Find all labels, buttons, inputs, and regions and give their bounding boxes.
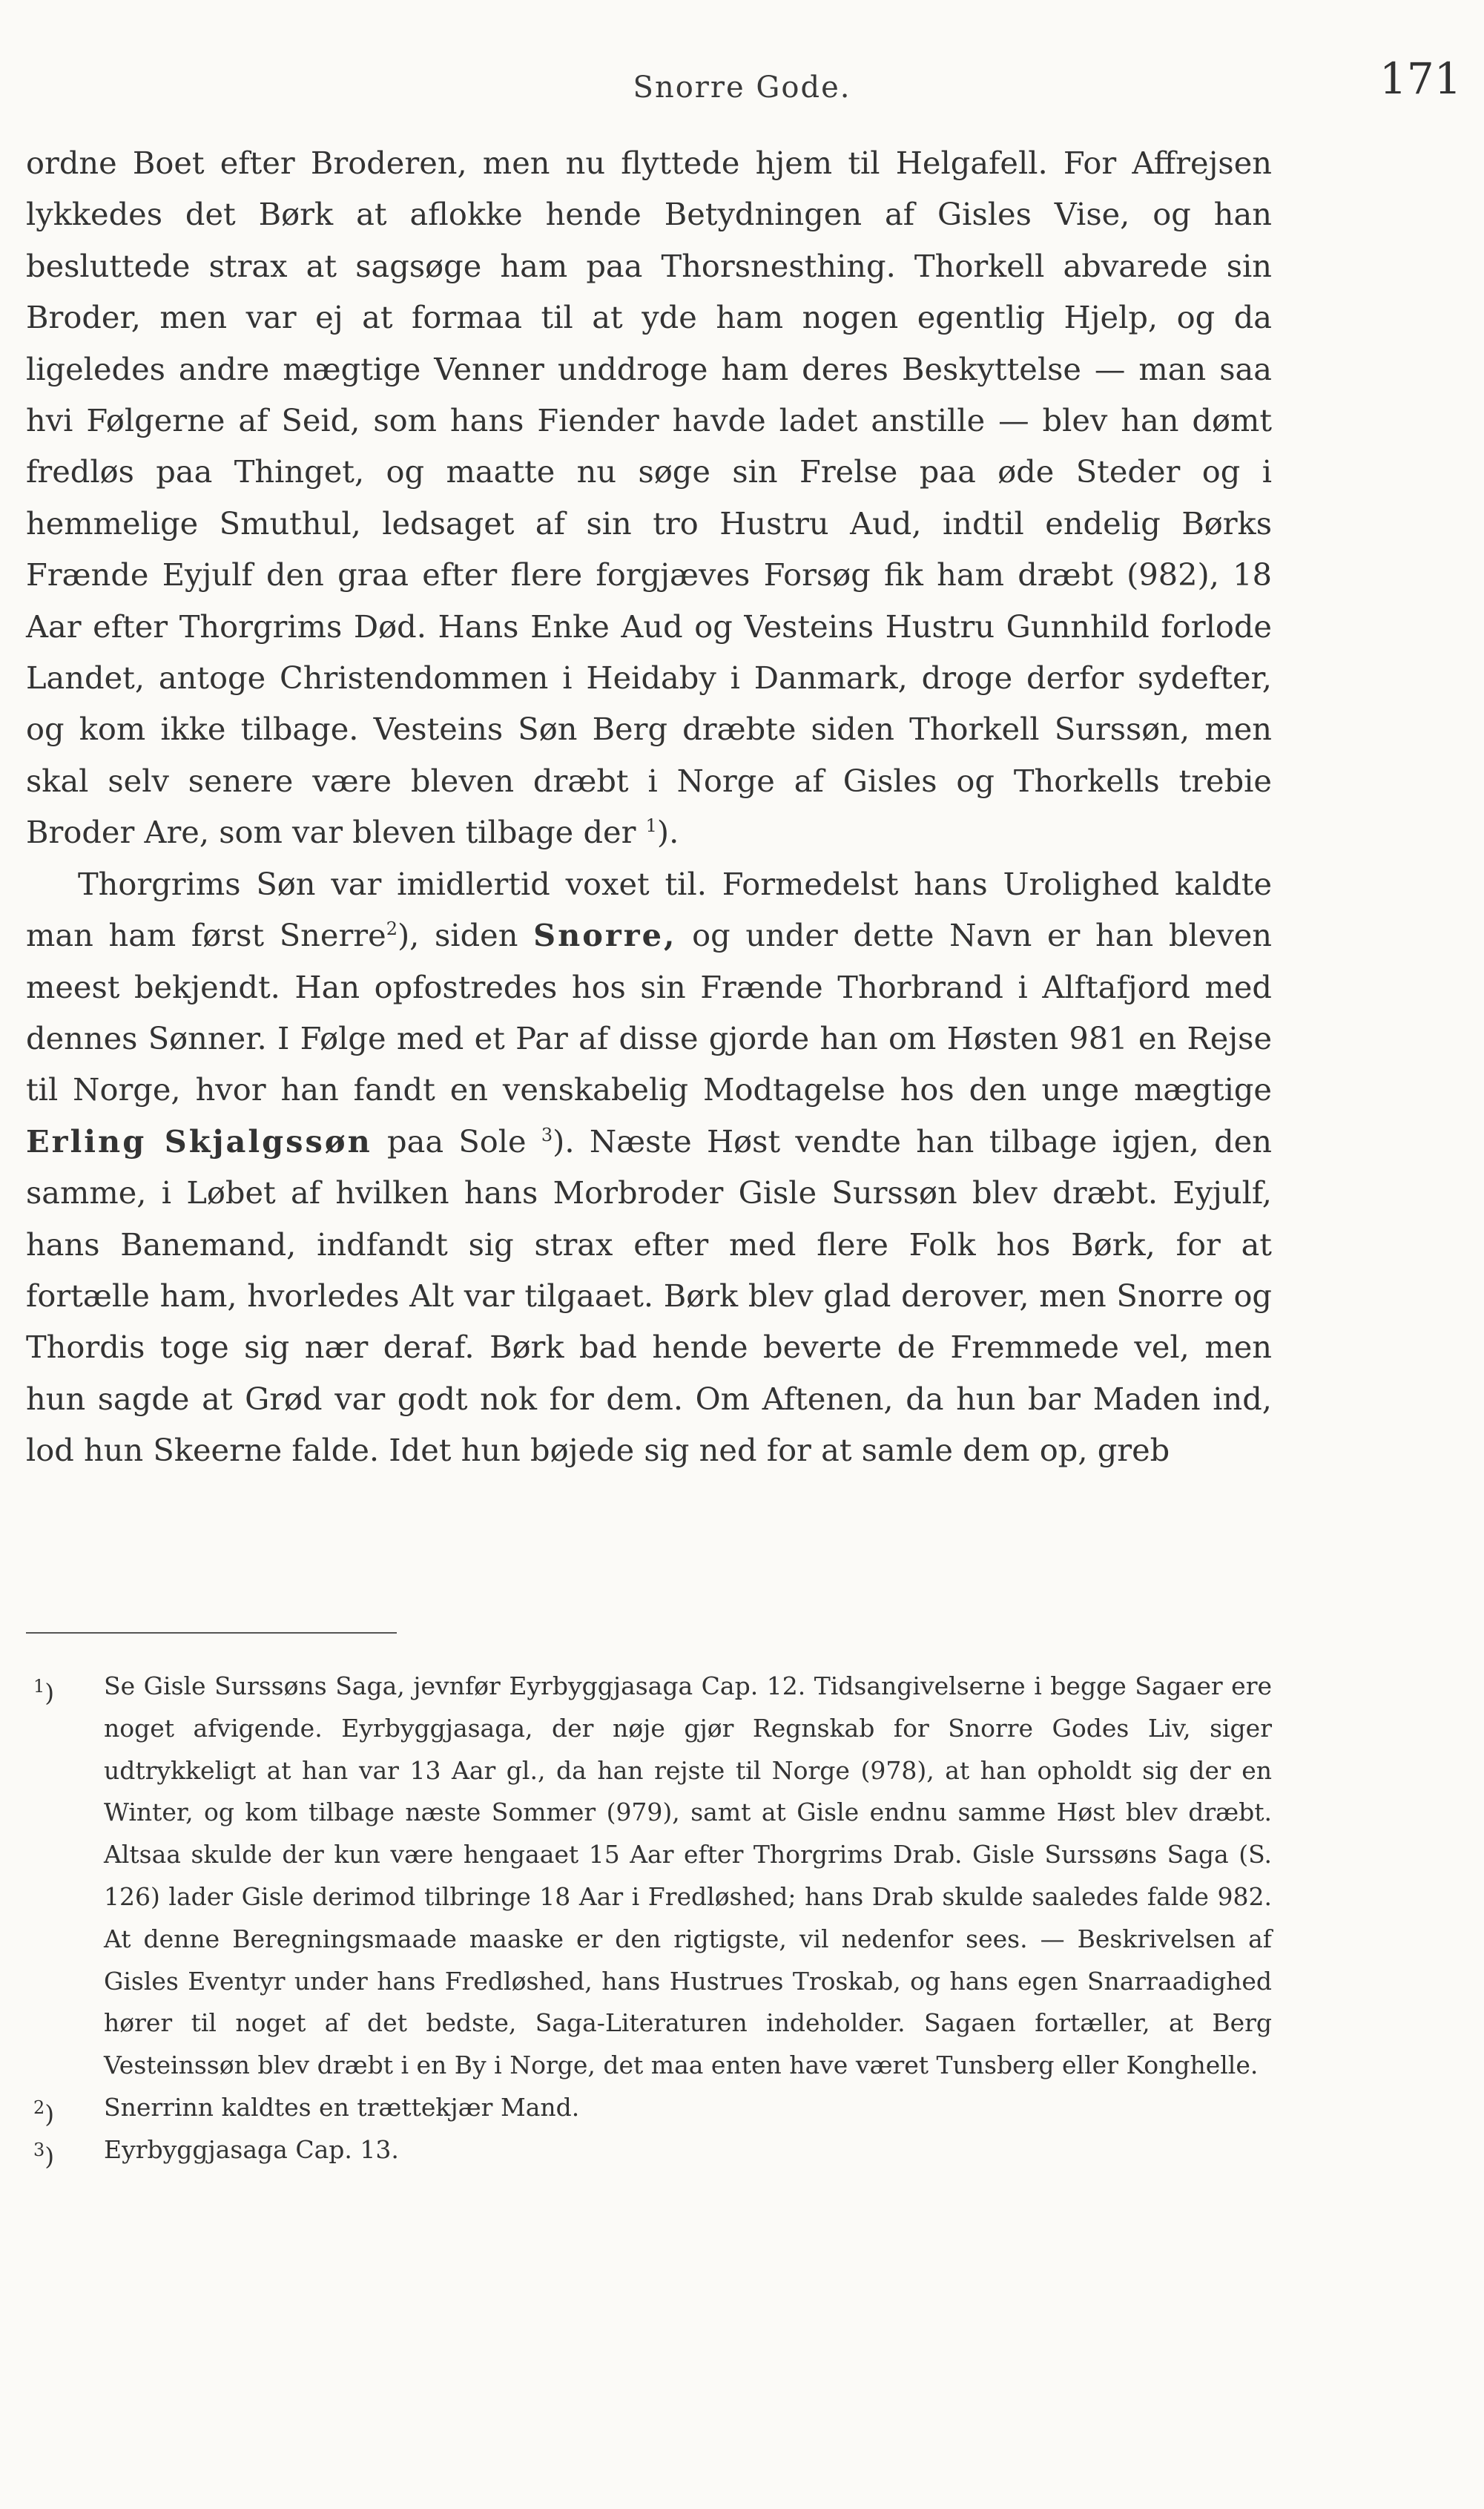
paragraph-2-text-d: paa Sole xyxy=(387,1122,527,1160)
footnote-2 xyxy=(33,2087,1272,2129)
paragraph-2-text-e: ). Næste Høst vendte han tilbage igjen, den samme, i Løbet af hvilken hans Morbroder Gisle Surssøn blev dræbt. Eyjulf, hans Banemand, indfandt sig strax efter med flere Folk hos Børk, for at fortælle ham, hvorledes Alt var tilgaaet. Børk blev glad derover, men Snorre og Thordis toge sig nær deraf. Børk bad hende beverte de Fremmede vel, men hun sagde at Grød var godt nok for dem. Om Aftenen, da hun bar Maden ind, lod hun Skeerne falde. Idet hun bøjede sig ned for at samle dem op, greb xyxy=(26,1122,1272,1469)
name-snorre: Snorre, xyxy=(533,917,677,954)
footnote-ref-3: 3 xyxy=(541,1124,553,1145)
paragraph-1-end: ). xyxy=(656,814,679,851)
footnote-divider xyxy=(26,1632,397,1634)
footnote-1-text: Se Gisle Surssøns Saga, jevnfør Eyrbyggjasaga Cap. 12. Tidsangivelserne i begge Sagaer ere noget afvigende. Eyrbyggjasaga, der nøje gjør Regnskab for Snorre Godes Liv, siger udtrykkeligt at han var 13 Aar gl., da han rejste til Norge (978), at han opholdt sig der en Winter, og kom tilbage næste Sommer (979), samt at Gisle endnu samme Høst blev dræbt. Altsaa skulde der kun være hengaaet 15 Aar efter Thorgrims Drab. Gisle Surssøns Saga (S. 126) lader Gisle derimod tilbringe 18 Aar i Fredløshed; hans Drab skulde saaledes falde 982. At denne Beregningsmaade maaske er den rigtigste, vil nedenfor sees. — Beskrivelsen af Gisles Eventyr under hans Fredløshed, hans Hustrues Troskab, og hans egen Snarraadighed hører til noget af det bedste, Saga-Literaturen indeholder. Sagaen fortæller, at Berg Vesteinssøn blev dræbt i en By i Norge, det maa enten have været Tunsberg eller Konghelle. xyxy=(104,1671,1272,2080)
name-erling: Erling Skjalgssøn xyxy=(26,1122,372,1160)
paragraph-2-text-c: og under dette Navn er han bleven meest bekjendt. Han opfostredes hos sin Frænde Thorbrand i Alftafjord med dennes Sønner. I Følge med et Par af disse gjorde han om Høsten 981 en Rejse til Norge, hvor han fandt en venskabelig Modtagelse hos den unge mægtige xyxy=(26,917,1272,1108)
paragraph-2-text-b: ), siden xyxy=(397,917,518,954)
page-number: 171 xyxy=(1379,53,1462,104)
footnote-3-marker: $^3$) xyxy=(33,2139,55,2171)
footnote-1 xyxy=(33,1665,1272,2087)
footnotes xyxy=(33,1665,1272,2171)
main-text xyxy=(26,137,1272,1476)
running-head: Snorre Gode. xyxy=(633,70,851,105)
footnote-ref-1: 1 xyxy=(645,815,657,837)
footnote-ref-2: 2 xyxy=(386,918,398,940)
paragraph-1 xyxy=(26,137,1272,858)
paragraph-2-text-a: Thorgrims Søn var imidlertid voxet til. Formedelst hans Urolighed kaldte man ham først Snerre xyxy=(26,865,1272,954)
footnote-2-text: Snerrinn kaldtes en trættekjær Mand. xyxy=(104,2092,580,2122)
footnote-3-text: Eyrbyggjasaga Cap. 13. xyxy=(104,2134,399,2164)
footnote-3 xyxy=(33,2129,1272,2171)
footnote-2-marker: $^2$) xyxy=(33,2097,55,2128)
paragraph-2 xyxy=(26,858,1272,1476)
footnote-1-marker: $^1$) xyxy=(33,1676,55,1707)
paragraph-1-text: ordne Boet efter Broderen, men nu flyttede hjem til Helgafell. For Affrejsen lykkedes det Børk at aflokke hende Betydningen af Gisles Vise, og han besluttede strax at sagsøge ham paa Thorsnesthing. Thorkell abvarede sin Broder, men var ej at formaa til at yde ham nogen egentlig Hjelp, og da ligeledes andre mægtige Venner unddroge ham deres Beskyttelse — man saa hvi Følgerne af Seid, som hans Fiender havde ladet anstille — blev han dømt fredløs paa Thinget, og maatte nu søge sin Frelse paa øde Steder og i hemmelige Smuthul, ledsaget af sin tro Hustru Aud, indtil endelig Børks Frænde Eyjulf den graa efter flere forgjæves Forsøg fik ham dræbt (982), 18 Aar efter Thorgrims Død. Hans Enke Aud og Vesteins Hustru Gunnhild forlode Landet, antoge Christendommen i Heidaby i Danmark, droge derfor sydefter, og kom ikke tilbage. Vesteins Søn Berg dræbte siden Thorkell Surssøn, men skal selv senere være bleven dræbt i Norge af Gisles og Thorkells trebie Broder Are, som var bleven tilbage der xyxy=(26,145,1272,851)
